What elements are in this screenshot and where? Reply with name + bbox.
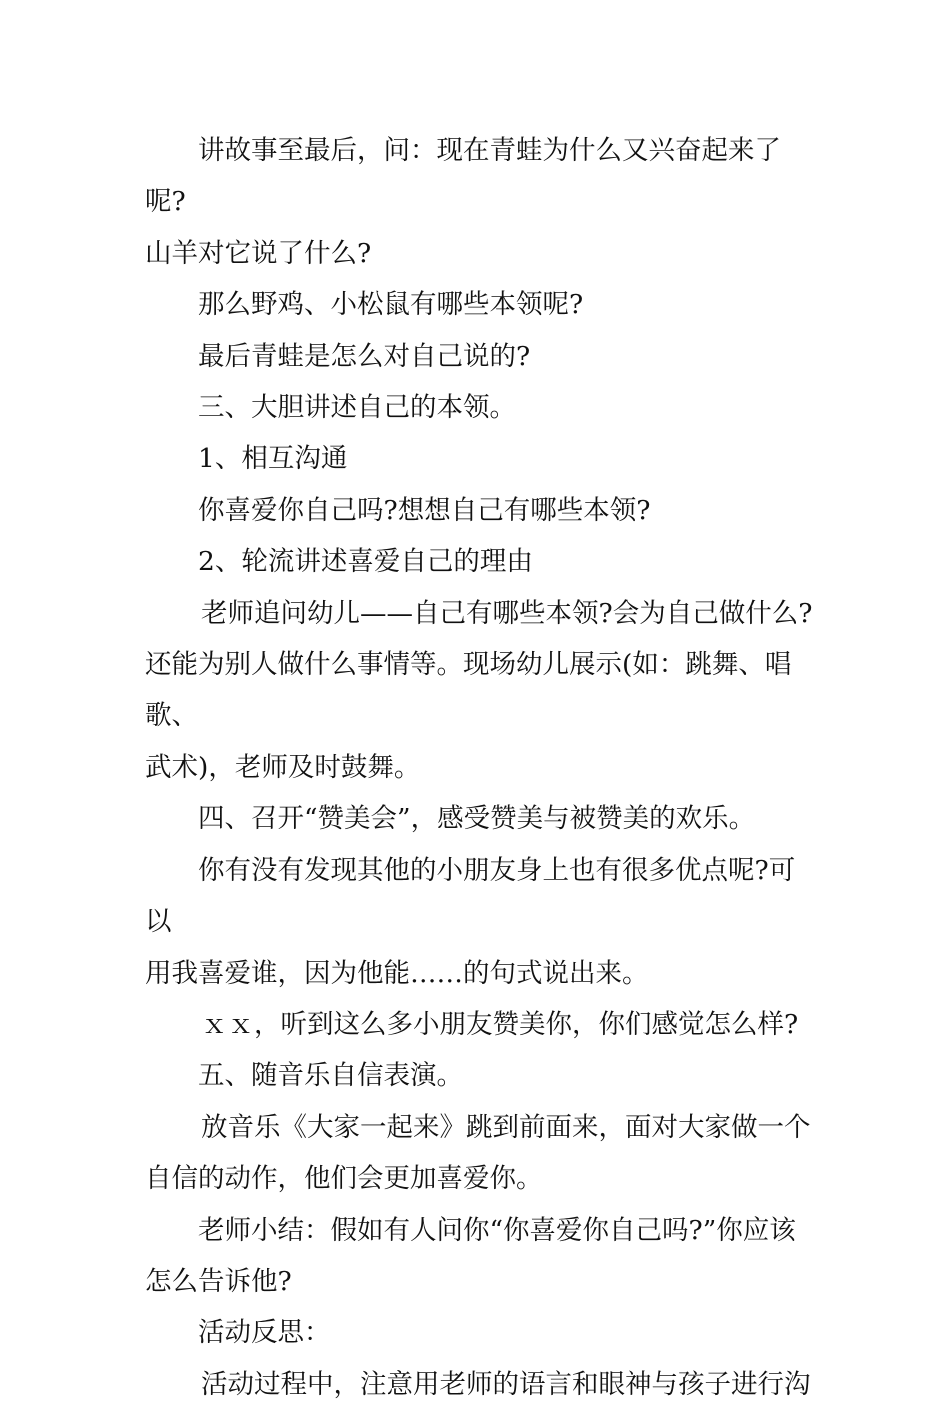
paragraph-frog-self-talk: 最后青蛙是怎么对自己说的? xyxy=(198,340,531,372)
paragraph-pheasant-squirrel: 那么野鸡、小松鼠有哪些本领呢? xyxy=(198,289,584,321)
paragraph-activity-reflection: 活动反思： xyxy=(198,1317,331,1349)
subheading-1: 1、相互沟通 xyxy=(198,443,348,475)
section-heading-4: 四、召开“赞美会”，感受赞美与被赞美的欢乐。 xyxy=(198,803,756,835)
document-body xyxy=(145,125,817,1410)
paragraph-xx-praise: ｘｘ，听到这么多小朋友赞美你，你们感觉怎么样? xyxy=(201,1008,799,1040)
section-heading-5: 五、随音乐自信表演。 xyxy=(198,1060,463,1092)
paragraph-reflection-body: 活动过程中，注意用老师的语言和眼神与孩子进行沟 xyxy=(201,1368,811,1400)
paragraph-play-music: 放音乐《大家一起来》跳到前面来，面对大家做一个 自信的动作，他们会更加喜爱你。 xyxy=(145,1111,811,1195)
paragraph-other-kids-strengths: 你有没有发现其他的小朋友身上也有很多优点呢?可以 用我喜爱谁，因为他能……的句式说出来。 xyxy=(145,854,796,989)
paragraph-like-yourself: 你喜爱你自己吗?想想自己有哪些本领? xyxy=(198,494,651,526)
section-heading-3: 三、大胆讲述自己的本领。 xyxy=(198,392,516,424)
subheading-2: 2、轮流讲述喜爱自己的理由 xyxy=(198,546,533,578)
paragraph-teacher-summary: 老师小结：假如有人问你“你喜爱你自己吗?”你应该 怎么告诉他? xyxy=(145,1214,796,1297)
paragraph-story-question: 讲故事至最后，问：现在青蛙为什么又兴奋起来了呢? 山羊对它说了什么? xyxy=(145,135,781,269)
paragraph-teacher-asks: 老师追问幼儿——自己有哪些本领?会为自己做什么? 还能为别人做什么事情等。现场幼儿展示(如：跳舞、唱歌、 武术)，老师及时鼓舞。 xyxy=(145,597,813,783)
